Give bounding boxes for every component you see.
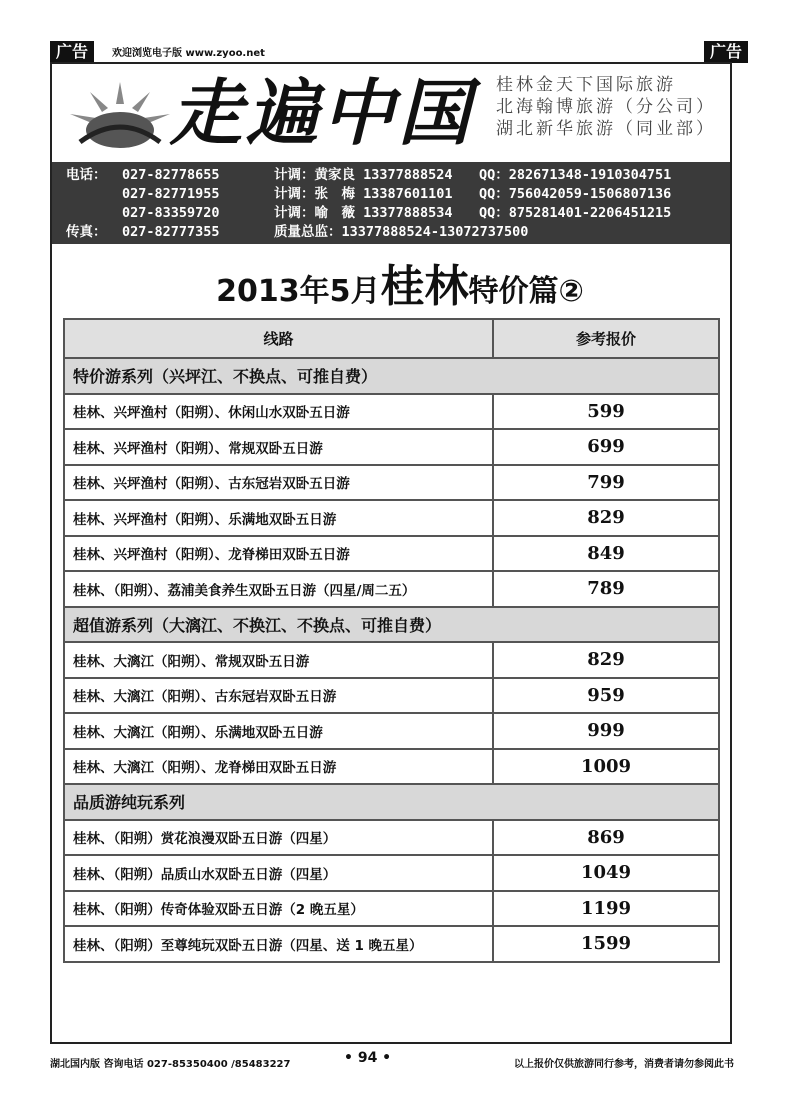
table-body [64,358,719,962]
agency-line: 桂林金天下国际旅游 [496,75,676,95]
table-row [64,891,719,927]
contact-label: 传真： [66,224,107,240]
agency-line: 湖北新华旅游（同业部） [496,119,716,139]
price-cell: 1599 [493,926,719,962]
price-cell: 599 [493,394,719,430]
table-row [64,394,719,430]
contact-row [66,184,671,204]
contact-qq: QQ：875281401-2206451215 [479,205,672,221]
price-cell: 699 [493,429,719,465]
route-cell: 桂林、（阳朔）品质山水双卧五日游（四星） [64,855,493,891]
price-cell: 849 [493,536,719,572]
contact-planner: 计调：黄家良 13377888524 [274,167,453,183]
table-row [64,500,719,536]
contact-panel [52,162,730,244]
section-title: 超值游系列（大漓江、不换江、不换点、可推自费） [64,607,719,643]
route-cell: 桂林、（阳朔）传奇体验双卧五日游（2 晚五星） [64,891,493,927]
contact-row [66,222,528,242]
price-cell: 829 [493,500,719,536]
price-cell: 999 [493,713,719,749]
price-cell: 1199 [493,891,719,927]
section-title: 特价游系列（兴坪江、不换点、可推自费） [64,358,719,394]
route-cell: 桂林、（阳朔）赏花浪漫双卧五日游（四星） [64,820,493,856]
route-cell: 桂林、兴坪渔村（阳朔）、龙脊梯田双卧五日游 [64,536,493,572]
contact-row [66,165,671,185]
route-cell: 桂林、（阳朔）、荔浦美食养生双卧五日游（四星/周二五） [64,571,493,607]
price-cell: 789 [493,571,719,607]
sun-logo-icon [60,72,180,154]
route-cell: 桂林、大漓江（阳朔）、常规双卧五日游 [64,642,493,678]
table-row [64,536,719,572]
contact-row [66,203,671,223]
contact-qq: QQ：756042059-1506807136 [479,186,672,202]
page-title [0,262,800,317]
title-suffix: 特价篇② [468,274,584,309]
table-row [64,926,719,962]
table-row [64,678,719,714]
contact-phone: 027-82777355 [122,224,220,240]
route-cell: 桂林、大漓江（阳朔）、乐满地双卧五日游 [64,713,493,749]
section-row [64,784,719,820]
table-row [64,642,719,678]
header-route: 线路 [64,319,493,358]
agency-list [496,74,716,140]
title-prefix: 2013年5月 [216,274,381,309]
contact-planner: 计调：张 梅 13387601101 [274,186,453,202]
table-row [64,465,719,501]
contact-phone: 027-83359720 [122,205,220,221]
contact-phone: 027-82771955 [122,186,220,202]
route-cell: 桂林、兴坪渔村（阳朔）、乐满地双卧五日游 [64,500,493,536]
route-cell: 桂林、（阳朔）至尊纯玩双卧五日游（四星、送 1 晚五星） [64,926,493,962]
table-row [64,820,719,856]
price-cell: 1009 [493,749,719,785]
price-cell: 799 [493,465,719,501]
price-cell: 869 [493,820,719,856]
banner [52,64,730,162]
route-cell: 桂林、兴坪渔村（阳朔）、古东冠岩双卧五日游 [64,465,493,501]
agency-line: 北海翰博旅游（分公司） [496,97,716,117]
title-city: 桂林 [380,261,469,312]
route-cell: 桂林、大漓江（阳朔）、龙脊梯田双卧五日游 [64,749,493,785]
contact-quality: 质量总监：13377888524-13072737500 [274,224,529,240]
route-cell: 桂林、大漓江（阳朔）、古东冠岩双卧五日游 [64,678,493,714]
price-cell: 829 [493,642,719,678]
ad-label-right: 广告 [704,41,748,63]
header-price: 参考报价 [493,319,719,358]
page-number: • 94 • [344,1050,392,1066]
brand-name: 走遍中国 [170,70,475,155]
table-row [64,429,719,465]
section-row [64,358,719,394]
contact-qq: QQ：282671348-1910304751 [479,167,672,183]
table-row [64,571,719,607]
contact-planner: 计调：喻 薇 13377888534 [274,205,453,221]
footer-left: 湖北国内版 咨询电话 027-85350400 /85483227 [50,1059,291,1070]
contact-label: 电话： [66,167,107,183]
price-cell: 959 [493,678,719,714]
table-row [64,713,719,749]
route-cell: 桂林、兴坪渔村（阳朔）、常规双卧五日游 [64,429,493,465]
contact-phone: 027-82778655 [122,167,220,183]
price-table [63,318,720,963]
section-row [64,607,719,643]
price-cell: 1049 [493,855,719,891]
table-row [64,749,719,785]
table-header-row [64,319,719,358]
ad-label-left: 广告 [50,41,94,63]
site-note: 欢迎浏览电子版 www.zyoo.net [112,48,265,59]
table-row [64,855,719,891]
route-cell: 桂林、兴坪渔村（阳朔）、休闲山水双卧五日游 [64,394,493,430]
section-title: 品质游纯玩系列 [64,784,719,820]
footer-disclaimer: 以上报价仅供旅游同行参考，消费者请勿参阅此书 [514,1059,734,1070]
